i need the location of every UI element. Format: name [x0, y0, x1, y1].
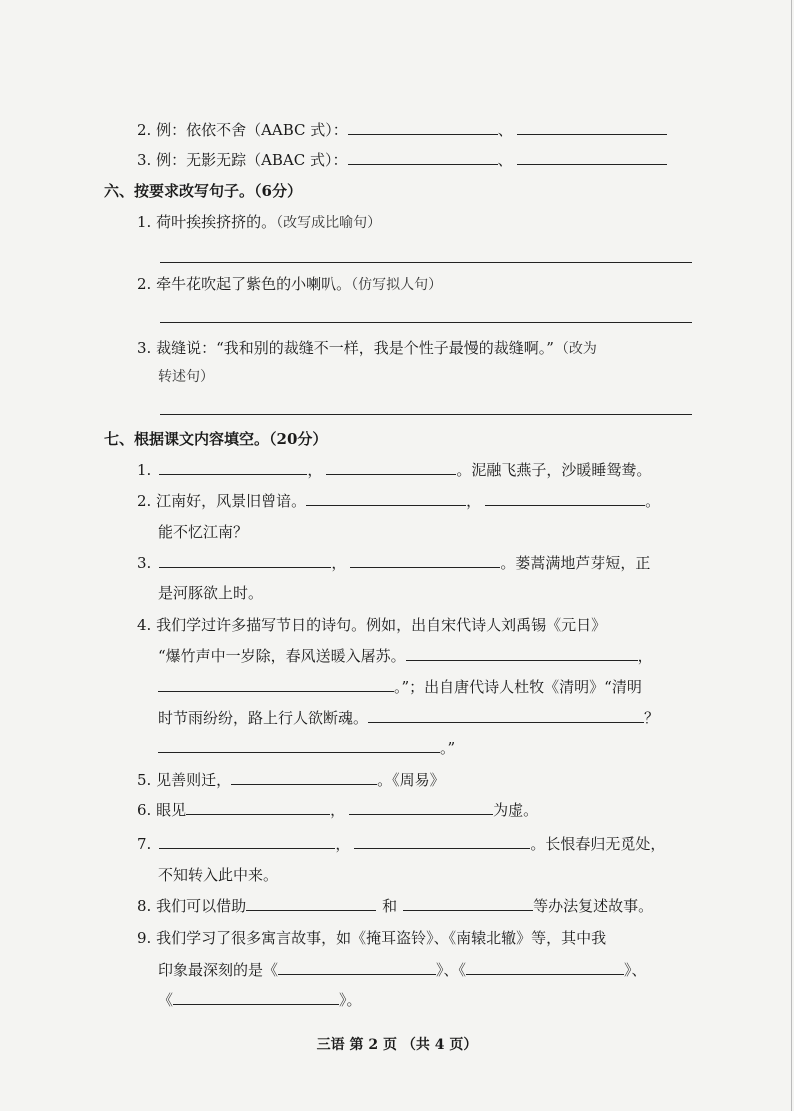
answer-blank[interactable] — [158, 738, 440, 753]
answer-blank[interactable] — [517, 150, 667, 165]
answer-blank[interactable] — [159, 834, 335, 849]
section-7-heading: 七、根据课文内容填空。（20分） — [104, 430, 328, 448]
s7-question-4-line5: 。” — [158, 738, 455, 758]
answer-blank[interactable] — [348, 150, 498, 165]
answer-blank[interactable] — [159, 553, 331, 568]
s7-question-9: 9. 我们学习了很多寓言故事，如《掩耳盗铃》、《南辕北辙》等，其中我 — [137, 929, 607, 947]
answer-blank[interactable] — [173, 990, 339, 1005]
s7-question-9-line3: 《 》。 — [158, 991, 362, 1009]
s6-question-2: 2. 牵牛花吹起了紫色的小喇叭。（仿写拟人句） — [137, 275, 443, 293]
answer-blank[interactable] — [466, 960, 624, 975]
s7-question-4-line3: 。”；出自唐代诗人杜牧《清明》“清明 — [158, 677, 642, 697]
answer-blank[interactable] — [350, 553, 500, 568]
answer-blank[interactable] — [278, 960, 436, 975]
answer-blank[interactable] — [354, 834, 530, 849]
answer-blank[interactable] — [403, 896, 533, 911]
answer-blank[interactable] — [246, 896, 376, 911]
s7-question-9-line2: 印象最深刻的是《 》、《 》、 — [158, 961, 647, 979]
answer-blank[interactable] — [231, 770, 377, 785]
s7-question-4: 4. 我们学过许多描写节日的诗句。例如，出自宋代诗人刘禹锡《元日》 — [137, 616, 607, 634]
answer-blank[interactable] — [159, 460, 307, 475]
s6-question-3: 3. 裁缝说：“我和别的裁缝不一样，我是个性子最慢的裁缝啊。” （改为 — [137, 339, 597, 357]
s6-question-3-cont: 转述句） — [158, 369, 214, 385]
answer-blank[interactable] — [517, 120, 667, 135]
answer-blank[interactable] — [158, 677, 394, 692]
s7-question-4-line2: “爆竹声中一岁除，春风送暖入屠苏。 ， — [158, 647, 653, 665]
s7-question-8: 8. 我们可以借助 和 等办法复述故事。 — [137, 897, 654, 915]
s7-question-4-line4: 时节雨纷纷，路上行人欲断魂。 ？ — [158, 709, 660, 727]
s6-question-1: 1. 荷叶挨挨挤挤的。（改写成比喻句） — [137, 213, 382, 231]
s7-question-6: 6. 眼见 ， 为虚。 — [137, 801, 539, 819]
answer-blank[interactable] — [349, 800, 493, 815]
answer-line[interactable] — [160, 322, 692, 323]
answer-blank[interactable] — [306, 491, 466, 506]
s7-question-7: 7. ， 。长恨春归无觅处， — [137, 835, 666, 853]
s5-question-3: 3. 例：无影无踪（ABAC 式）： 、 — [137, 150, 667, 170]
s7-question-1: 1. ， 。泥融飞燕子，沙暖睡鸳鸯。 — [137, 461, 652, 479]
s7-question-3: 3. ， 。蒌蒿满地芦芽短，正 — [137, 554, 651, 572]
answer-blank[interactable] — [485, 491, 645, 506]
answer-line[interactable] — [160, 262, 692, 263]
answer-line[interactable] — [160, 414, 692, 415]
s7-question-2-cont: 能不忆江南？ — [158, 523, 249, 541]
s7-question-3-cont: 是河豚欲上时。 — [158, 584, 264, 602]
answer-blank[interactable] — [326, 460, 456, 475]
s5-question-2: 2. 例：依依不舍（AABC 式）： 、 — [137, 120, 667, 140]
s7-question-7-cont: 不知转入此中来。 — [158, 866, 279, 884]
answer-blank[interactable] — [406, 646, 638, 661]
answer-blank[interactable] — [348, 120, 498, 135]
answer-blank[interactable] — [186, 800, 330, 815]
s7-question-5: 5. 见善则迁， 。《周易》 — [137, 771, 445, 789]
s7-question-2: 2. 江南好，风景旧曾谙。 ， 。 — [137, 492, 661, 510]
page-footer: 三语 第 2 页 （共 4 页） — [316, 1037, 478, 1053]
answer-blank[interactable] — [368, 708, 644, 723]
scan-edge — [791, 0, 792, 1111]
section-6-heading: 六、按要求改写句子。（6分） — [104, 182, 302, 200]
